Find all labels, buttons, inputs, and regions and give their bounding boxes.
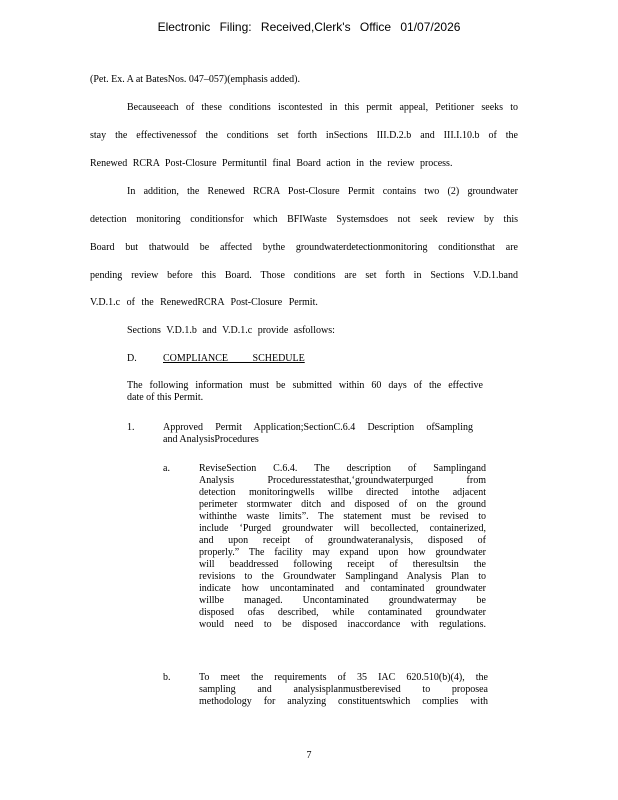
body-line: In addition, the Renewed RCRA Post-Closure Permit contains two (2) groundwater bbox=[127, 186, 518, 197]
intro-line: date of this Permit. bbox=[127, 392, 204, 403]
body-line: Board but thatwould be affected bythe groundwaterdetectionmonitoring conditionsthat are bbox=[90, 242, 518, 253]
subitem-line: disposed ofas described, while contaminated groundwater bbox=[199, 607, 486, 618]
subitem-label: a. bbox=[163, 463, 170, 474]
subitem-line: methodology for analyzing constituentswhich complies with bbox=[199, 696, 488, 707]
section-letter: D. bbox=[127, 353, 137, 364]
filing-header: Electronic Filing: Received,Clerk's Office 01/07/2026 bbox=[157, 20, 461, 34]
subitem-line: ReviseSection C.6.4. The description of Samplingand bbox=[199, 463, 486, 474]
subitem-line: indicate how uncontaminated and contaminated groundwater bbox=[199, 583, 486, 594]
item-number: 1. bbox=[127, 422, 135, 433]
body-line: Becauseeach of these conditions iscontested in this permit appeal, Petitioner seeks to bbox=[127, 102, 518, 113]
page-number: 7 bbox=[306, 750, 312, 761]
subitem-label: b. bbox=[163, 672, 171, 683]
subitem-text bbox=[199, 463, 486, 631]
body-line: pending review before this Board. Those conditions are set forth in Sections V.D.1.band bbox=[90, 270, 518, 281]
body-line: (Pet. Ex. A at BatesNos. 047–057)(emphasis added). bbox=[90, 74, 300, 85]
subitem-line: will beaddressed following receipt of theresultsin the bbox=[199, 559, 486, 570]
subitem-line: To meet the requirements of 35 IAC 620.510(b)(4), the bbox=[199, 672, 488, 683]
subitem-line: detection monitoringwells willbe directed intothe adjacent bbox=[199, 487, 486, 498]
subitem-line: sampling and analysisplanmustberevised to proposea bbox=[199, 684, 488, 695]
subitem-line: withinthe waste limits”. The statement must be revised to bbox=[199, 511, 486, 522]
item-text bbox=[163, 422, 473, 446]
item-line: and AnalysisProcedures bbox=[163, 434, 259, 445]
subitem-line: Analysis Proceduresstatesthat,‘groundwaterpurged from bbox=[199, 475, 486, 486]
compliance-intro bbox=[127, 380, 483, 404]
section-title: COMPLIANCE SCHEDULE bbox=[163, 353, 305, 364]
body-line: stay the effectivenessof the conditions set forth inSections III.D.2.b and III.I.10.b of the bbox=[90, 130, 518, 141]
subitem-text bbox=[199, 672, 488, 708]
subitem-line: would need to be disposed inaccordance with regulations. bbox=[199, 619, 486, 630]
subitem-line: perimeter stormwater ditch and disposed of on the ground bbox=[199, 499, 486, 510]
subitem-line: revisions to the Groundwater Samplingand Analysis Plan to bbox=[199, 571, 486, 582]
subitem-line: include ‘Purged groundwater will becollected, containerized, bbox=[199, 523, 486, 534]
body-line: V.D.1.c of the RenewedRCRA Post-Closure Permit. bbox=[90, 297, 318, 308]
item-line: Approved Permit Application;SectionC.6.4 Description ofSampling bbox=[163, 422, 473, 433]
subitem-line: willbe managed. Uncontaminated groundwatermay be bbox=[199, 595, 486, 606]
body-line: Renewed RCRA Post-Closure Permituntil final Board action in the review process. bbox=[90, 158, 453, 169]
subitem-line: properly.” The facility may expand upon how groundwater bbox=[199, 547, 486, 558]
body-line: Sections V.D.1.b and V.D.1.c provide asfollows: bbox=[127, 325, 335, 336]
subitem-line: and upon receipt of groundwateranalysis, disposed of bbox=[199, 535, 486, 546]
body-line: detection monitoring conditionsfor which BFIWaste Systemsdoes not seek review by this bbox=[90, 214, 518, 225]
intro-line: The following information must be submitted within 60 days of the effective bbox=[127, 380, 483, 391]
